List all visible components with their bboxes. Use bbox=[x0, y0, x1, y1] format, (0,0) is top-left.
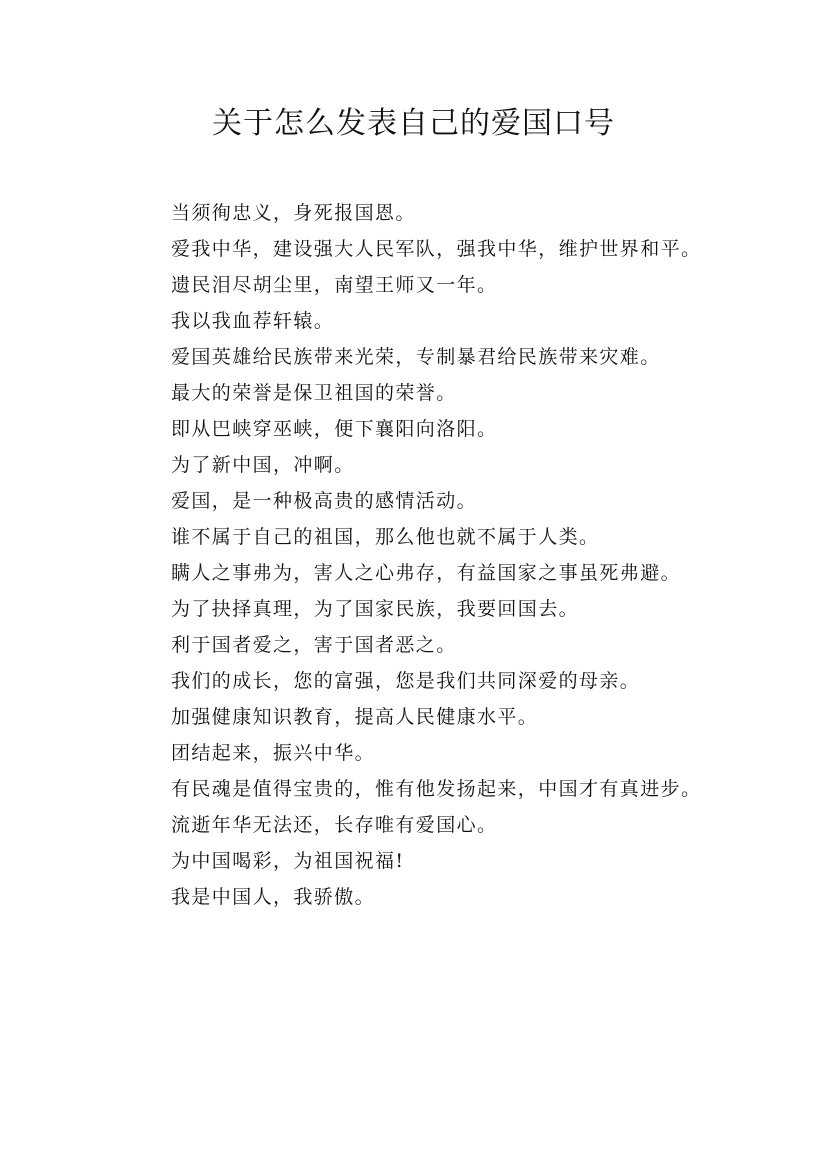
paragraph: 有民魂是值得宝贵的，惟有他发扬起来，中国才有真进步。 bbox=[171, 778, 702, 800]
paragraph: 爱国，是一种极高贵的感情活动。 bbox=[171, 490, 478, 512]
paragraph: 利于国者爱之，害于国者恶之。 bbox=[171, 634, 457, 656]
paragraph: 瞒人之事弗为，害人之心弗存，有益国家之事虽死弗避。 bbox=[171, 562, 682, 584]
paragraph: 加强健康知识教育，提高人民健康水平。 bbox=[171, 706, 539, 728]
paragraph: 团结起来，振兴中华。 bbox=[171, 742, 376, 764]
paragraph: 我是中国人，我骄傲。 bbox=[171, 886, 376, 908]
paragraph: 我们的成长，您的富强，您是我们共同深爱的母亲。 bbox=[171, 670, 641, 692]
paragraph: 为了抉择真理，为了国家民族，我要回国去。 bbox=[171, 598, 580, 620]
paragraph: 我以我血荐轩辕。 bbox=[171, 310, 335, 332]
page-title: 关于怎么发表自己的爱国口号 bbox=[212, 106, 615, 141]
paragraph: 爱我中华，建设强大人民军队，强我中华，维护世界和平。 bbox=[171, 238, 702, 260]
paragraph: 当须徇忠义，身死报国恩。 bbox=[171, 202, 416, 224]
paragraph: 爱国英雄给民族带来光荣，专制暴君给民族带来灾难。 bbox=[171, 346, 661, 368]
paragraph: 为中国喝彩，为祖国祝福! bbox=[171, 850, 405, 872]
paragraph: 最大的荣誉是保卫祖国的荣誉。 bbox=[171, 382, 457, 404]
paragraph: 流逝年华无法还，长存唯有爱国心。 bbox=[171, 814, 498, 836]
paragraph: 即从巴峡穿巫峡，便下襄阳向洛阳。 bbox=[171, 418, 498, 440]
paragraph: 遗民泪尽胡尘里，南望王师又一年。 bbox=[171, 274, 498, 296]
document-body bbox=[126, 195, 706, 915]
paragraph: 为了新中国，冲啊。 bbox=[171, 454, 355, 476]
paragraph: 谁不属于自己的祖国，那么他也就不属于人类。 bbox=[171, 526, 600, 548]
